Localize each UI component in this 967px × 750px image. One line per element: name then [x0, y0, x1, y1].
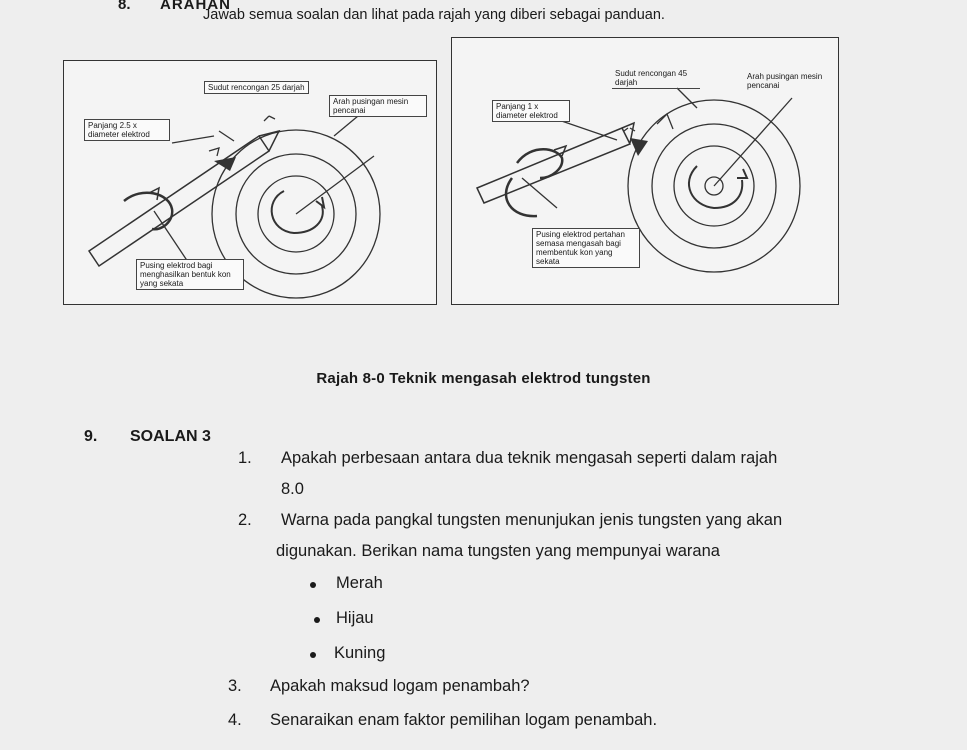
figure-caption: Rajah 8-0 Teknik mengasah elektrod tungsten [316, 370, 651, 387]
diagram-right [451, 37, 839, 305]
question-section-number: 9. [84, 428, 98, 445]
question-1-number: 1. [238, 449, 252, 467]
question-2-number: 2. [238, 511, 252, 529]
question-3-text: Apakah maksud logam penambah? [270, 677, 530, 695]
color-kuning: Kuning [334, 644, 386, 662]
label-rotation-right: Arah pusingan mesin pencanai [747, 72, 823, 90]
bullet-icon [310, 652, 316, 658]
question-3-number: 3. [228, 677, 242, 695]
label-rotate-electrode-left: Pusing elektrod bagi menghasilkan bentuk kon yang sekata [136, 259, 244, 290]
question-4-text: Senaraikan enam faktor pemilihan logam penambah. [270, 711, 658, 729]
question-1-line1: Apakah perbesaan antara dua teknik mengasah seperti dalam rajah [281, 449, 778, 467]
label-length-right: Panjang 1 x diameter elektrod [492, 100, 570, 122]
label-angle-right: Sudut rencongan 45 darjah [612, 68, 700, 89]
color-merah: Merah [336, 574, 383, 592]
color-hijau: Hijau [336, 609, 374, 627]
label-length-left: Panjang 2.5 x diameter elektrod [84, 119, 170, 141]
label-angle-left: Sudut rencongan 25 darjah [204, 81, 309, 94]
label-rotate-electrode-right: Pusing elektrod pertahan semasa mengasah bagi membentuk kon yang sekata [532, 228, 640, 268]
section-number-8: 8. [118, 0, 131, 13]
bullet-icon [310, 582, 316, 588]
arahan-heading: ARAHAN [160, 0, 231, 13]
question-section-title: SOALAN 3 [130, 428, 211, 445]
question-4-number: 4. [228, 711, 242, 729]
question-2-line1: Warna pada pangkal tungsten menunjukan jenis tungsten yang akan [281, 511, 783, 529]
instruction-text: Jawab semua soalan dan lihat pada rajah yang diberi sebagai panduan. [203, 7, 665, 23]
diagram-left [63, 60, 437, 305]
bullet-icon [314, 617, 320, 623]
question-2-line2: digunakan. Berikan nama tungsten yang mempunyai warana [276, 542, 720, 560]
label-rotation-left: Arah pusingan mesin pencanai [329, 95, 427, 117]
question-1-line2: 8.0 [281, 480, 304, 498]
